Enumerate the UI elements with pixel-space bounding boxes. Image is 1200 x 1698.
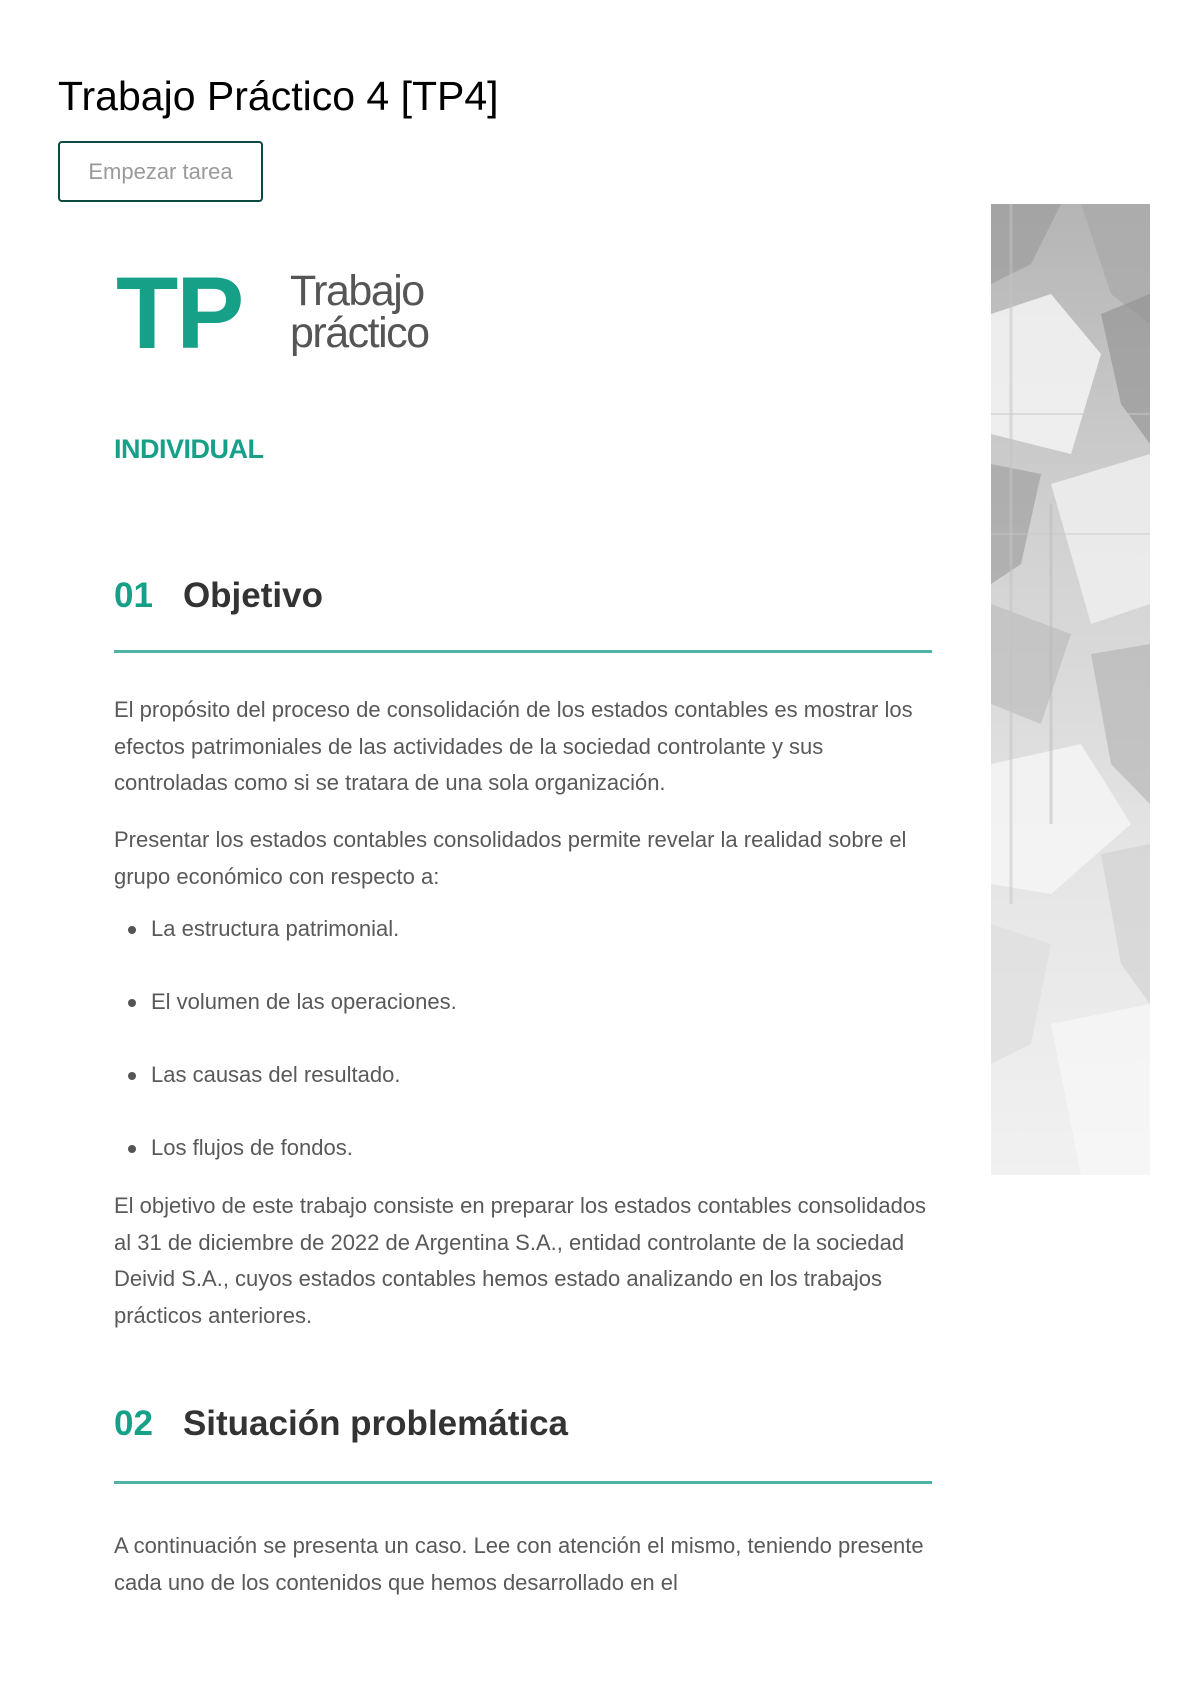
- start-task-button[interactable]: Empezar tarea: [58, 141, 263, 202]
- bullet-icon: [128, 1072, 136, 1080]
- tp-logo-letters: TP: [116, 256, 243, 370]
- list-item: Los flujos de fondos.: [128, 1130, 457, 1203]
- list-item: El volumen de las operaciones.: [128, 984, 457, 1057]
- section-title: Objetivo: [182, 576, 323, 615]
- section-heading-objetivo: [114, 576, 932, 616]
- bullet-icon: [128, 1145, 136, 1153]
- tp-logo-word-line2: práctico: [290, 309, 429, 357]
- list-item: Las causas del resultado.: [128, 1057, 457, 1130]
- page-title: Trabajo Práctico 4 [TP4]: [58, 73, 499, 119]
- individual-badge: INDIVIDUAL: [114, 434, 264, 464]
- section-heading-situacion-problematica: [114, 1404, 932, 1444]
- objective-paragraph-3: El objetivo de este trabajo consiste en preparar los estados contables consolidados al 31 de diciembre de 2022 de Argentina S.A., entidad controlante de la sociedad Deivid S.A., cuyos estados contables hemos estado analizando en los trabajos prácticos anteriores.: [114, 1193, 927, 1328]
- section-divider: [114, 650, 932, 653]
- decorative-banner-image: [991, 204, 1150, 1175]
- section-number: 02: [114, 1404, 153, 1443]
- bullet-icon: [128, 999, 136, 1007]
- tp-logo: [116, 256, 456, 370]
- objective-paragraph-1: El propósito del proceso de consolidación de los estados contables es mostrar los efectos patrimoniales de las actividades de la sociedad controlante y sus controladas como si se tratara de una sola organización.: [114, 697, 913, 795]
- section-title: Situación problemática: [182, 1404, 569, 1443]
- section-number: 01: [114, 576, 153, 615]
- situation-paragraph-1: A continuación se presenta un caso. Lee con atención el mismo, teniendo presente cada uno de los contenidos que hemos desarrollado en el: [114, 1533, 924, 1595]
- list-item: La estructura patrimonial.: [128, 911, 457, 984]
- objective-paragraph-2: Presentar los estados contables consolidados permite revelar la realidad sobre el grupo económico con respecto a:: [114, 827, 907, 889]
- tp-logo-word-line1: Trabajo: [290, 267, 424, 315]
- section-divider: [114, 1481, 932, 1484]
- objective-bullet-list: [128, 911, 457, 1203]
- bullet-icon: [128, 926, 136, 934]
